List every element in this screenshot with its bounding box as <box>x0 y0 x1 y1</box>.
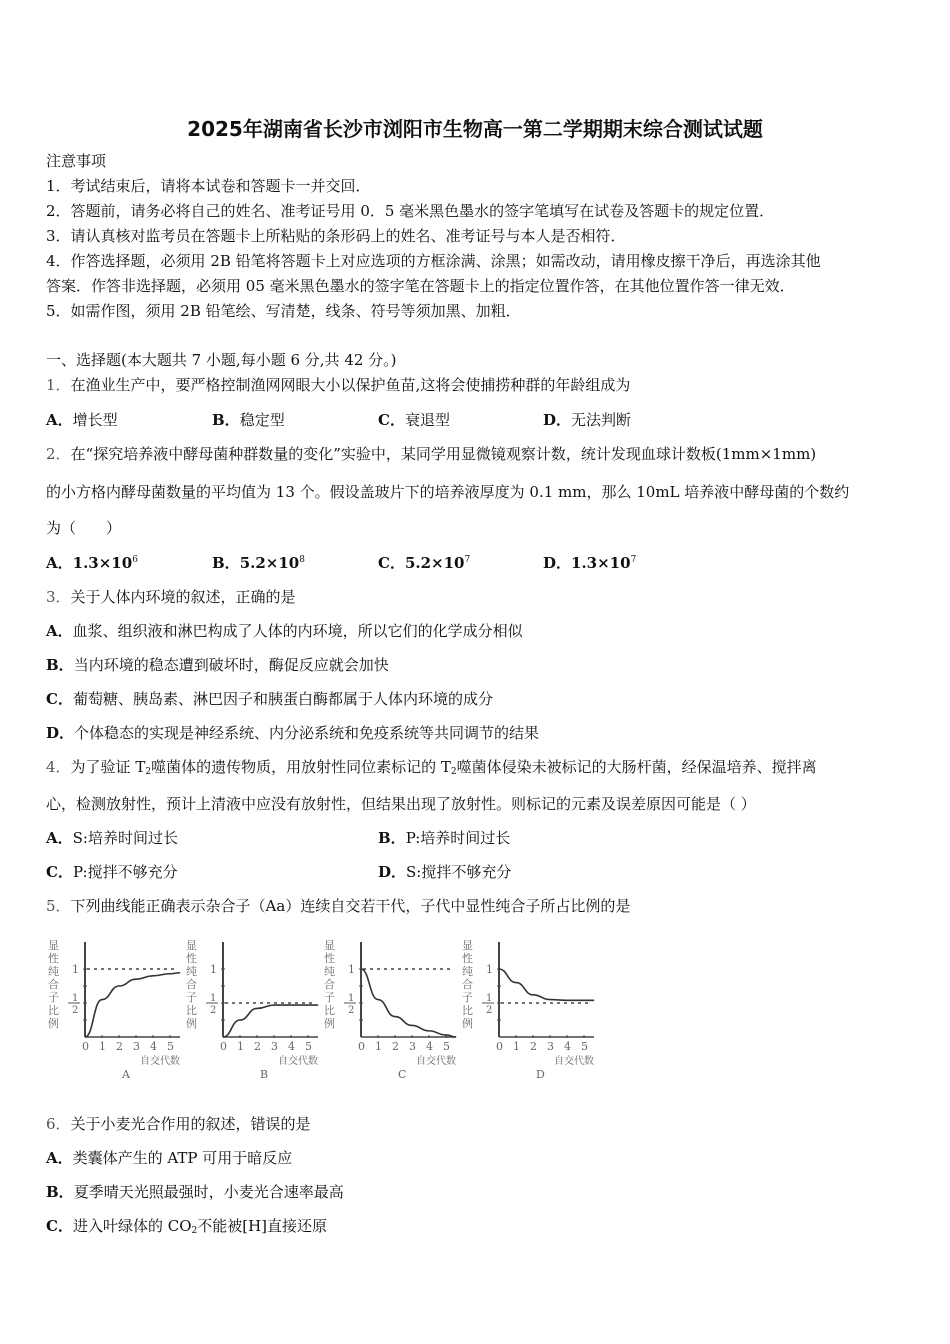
exponent: 6 <box>132 555 138 565</box>
y-axis-label-char: 比 <box>462 1004 473 1017</box>
option-label: B． <box>378 829 406 847</box>
graph-panel-c <box>324 939 456 1080</box>
option-text: S:培养时间过长 <box>72 829 178 847</box>
y-axis-label-char: 例 <box>324 1017 335 1030</box>
option-label: D． <box>543 411 572 429</box>
graph-panel-b <box>186 939 318 1080</box>
option-label: C． <box>46 690 73 708</box>
stem-text: 关于小麦光合作用的叙述，错误的是 <box>70 1115 311 1133</box>
x-tick-label: 2 <box>254 1040 261 1053</box>
question-4-option-b[interactable] <box>378 828 510 848</box>
y-axis-label-char: 合 <box>462 978 473 991</box>
y-axis-label-char: 比 <box>48 1004 59 1017</box>
option-label: C． <box>378 554 405 572</box>
question-3-option-b[interactable] <box>46 655 389 675</box>
option-label: A． <box>46 622 73 640</box>
graph-panel-a <box>48 939 180 1080</box>
question-2-option-a[interactable] <box>46 553 138 573</box>
y-tick-1: 1 <box>348 963 355 976</box>
y-axis-label-char: 性 <box>462 952 473 965</box>
y-axis-label-char: 子 <box>186 991 197 1004</box>
question-1-option-a[interactable] <box>46 410 118 430</box>
x-tick-label: 3 <box>133 1040 140 1053</box>
panel-label: B <box>260 1068 269 1080</box>
question-1-option-d[interactable] <box>543 410 631 430</box>
x-tick-label: 3 <box>547 1040 554 1053</box>
option-label: C． <box>46 863 73 881</box>
option-label: D． <box>543 554 572 572</box>
option-label: D． <box>46 724 75 742</box>
data-curve <box>499 969 594 1000</box>
question-1-stem <box>46 375 630 395</box>
y-axis-label-char: 性 <box>48 952 59 965</box>
option-text: 稳定型 <box>239 411 285 429</box>
y-axis-label-char: 子 <box>462 991 473 1004</box>
x-tick-label: 1 <box>375 1040 382 1053</box>
option-text: 5.2×10 <box>239 554 300 572</box>
question-number: 6． <box>46 1115 71 1133</box>
notice-item: 4．作答选择题，必须用 2B 铅笔将答题卡上对应选项的方框涂满、涂黑；如需改动，请用橡皮擦干净后，再选涂其他 <box>46 252 821 270</box>
x-tick-label: 4 <box>150 1040 157 1053</box>
option-text: 增长型 <box>72 411 118 429</box>
option-text: 1.3×10 <box>571 554 631 572</box>
x-axis-label: 自交代数 <box>140 1056 180 1067</box>
stem-text: 为了验证 T <box>70 758 146 776</box>
option-text: 不能被[H]直接还原 <box>197 1217 328 1235</box>
y-tick-half-den: 2 <box>72 1005 79 1016</box>
option-label: B． <box>212 554 240 572</box>
x-tick-label: 1 <box>99 1040 106 1053</box>
question-2-option-b[interactable] <box>212 553 305 573</box>
question-2-stem-line3: 为（ ） <box>46 519 122 537</box>
y-tick-1: 1 <box>72 963 79 976</box>
data-curve <box>223 1005 318 1037</box>
question-4-stem <box>46 757 817 777</box>
y-tick-half-num: 1 <box>486 993 493 1004</box>
y-axis-label-char: 例 <box>462 1017 473 1030</box>
y-axis-label-char: 比 <box>324 1004 335 1017</box>
option-label: A． <box>46 411 73 429</box>
notice-item: 答案．作答非选择题，必须用 05 毫米黑色墨水的签字笔在答题卡上的指定位置作答，在其他位置作答一律无效． <box>46 277 795 295</box>
question-3-option-c[interactable] <box>46 689 493 709</box>
y-tick-half-den: 2 <box>348 1005 355 1016</box>
y-axis-label-char: 纯 <box>462 965 473 978</box>
notice-item: 3．请认真核对监考员在答题卡上所粘贴的条形码上的姓名、准考证号与本人是否相符． <box>46 227 626 245</box>
notice-heading: 注意事项 <box>46 152 107 170</box>
question-2-option-d[interactable] <box>543 553 636 573</box>
question-4-stem-line2: 心，检测放射性，预计上清液中应没有放射性，但结果出现了放射性。则标记的元素及误差原因可能是（ ） <box>46 795 756 813</box>
option-label: D． <box>378 863 407 881</box>
y-tick-1: 1 <box>486 963 493 976</box>
question-1-option-c[interactable] <box>378 410 450 430</box>
y-axis-label-char: 显 <box>186 939 197 952</box>
x-tick-label: 5 <box>305 1040 312 1053</box>
y-axis-label-char: 纯 <box>186 965 197 978</box>
question-2-option-c[interactable] <box>378 553 470 573</box>
y-axis-label-char: 比 <box>186 1004 197 1017</box>
y-tick-half-num: 1 <box>210 993 217 1004</box>
question-5-figure <box>44 934 624 1080</box>
x-tick-label: 5 <box>167 1040 174 1053</box>
x-axis-label: 自交代数 <box>554 1056 594 1067</box>
question-number: 5． <box>46 897 71 915</box>
question-3-option-a[interactable] <box>46 621 523 641</box>
y-tick-1: 1 <box>210 963 217 976</box>
question-2-stem-line2: 的小方格内酵母菌数量的平均值为 13 个。假设盖玻片下的培养液厚度为 0.1 mm，那么 10mL 培养液中酵母菌的个数约 <box>46 483 850 501</box>
y-tick-half-num: 1 <box>72 993 79 1004</box>
stem-text: 下列曲线能正确表示杂合子（Aa）连续自交若干代，子代中显性纯合子所占比例的是 <box>70 897 631 915</box>
exponent: 7 <box>630 555 637 565</box>
y-axis-label-char: 纯 <box>324 965 335 978</box>
option-text: 进入叶绿体的 CO <box>72 1217 192 1235</box>
question-4-option-a[interactable] <box>46 828 178 848</box>
panel-label: D <box>536 1068 545 1080</box>
question-6-option-b[interactable] <box>46 1182 344 1202</box>
panel-label: C <box>398 1068 407 1080</box>
x-tick-label: 5 <box>443 1040 450 1053</box>
x-tick-label: 4 <box>288 1040 295 1053</box>
option-text: 5.2×10 <box>404 554 465 572</box>
x-tick-label: 0 <box>496 1040 503 1053</box>
y-tick-half-den: 2 <box>486 1005 493 1016</box>
subscript: 2 <box>450 767 457 777</box>
stem-text: 噬菌体侵染未被标记的大肠杆菌，经保温培养、搅拌离 <box>456 758 817 776</box>
y-axis-label-char: 合 <box>324 978 335 991</box>
option-label: C． <box>378 411 405 429</box>
option-label: B． <box>46 656 74 674</box>
x-tick-label: 2 <box>530 1040 537 1053</box>
question-6-option-c[interactable] <box>46 1216 327 1236</box>
y-axis-label-char: 显 <box>324 939 335 952</box>
option-text: 夏季晴天光照最强时，小麦光合速率最高 <box>73 1183 344 1201</box>
graph-panel-d <box>462 939 594 1080</box>
subscript: 2 <box>145 767 152 777</box>
data-curve <box>85 973 180 1037</box>
subscript: 2 <box>191 1226 198 1236</box>
y-axis-label-char: 纯 <box>48 965 59 978</box>
option-label: A． <box>46 829 73 847</box>
x-tick-label: 3 <box>409 1040 416 1053</box>
y-axis-label-char: 子 <box>48 991 59 1004</box>
y-axis-label-char: 性 <box>324 952 335 965</box>
option-text: 衰退型 <box>404 411 450 429</box>
option-text: P:搅拌不够充分 <box>72 863 178 881</box>
exponent: 8 <box>299 555 305 565</box>
x-tick-label: 2 <box>392 1040 399 1053</box>
question-2-stem <box>46 444 816 464</box>
y-axis-label-char: 显 <box>462 939 473 952</box>
option-text: 个体稳态的实现是神经系统、内分泌系统和免疫系统等共同调节的结果 <box>74 724 540 742</box>
x-axis-label: 自交代数 <box>278 1056 318 1067</box>
y-axis-label-char: 显 <box>48 939 59 952</box>
option-label: C． <box>46 1217 73 1235</box>
option-text: 葡萄糖、胰岛素、淋巴因子和胰蛋白酶都属于人体内环境的成分 <box>72 690 493 708</box>
stem-text: 噬菌体的遗传物质，用放射性同位素标记的 T <box>151 758 451 776</box>
stem-text: 关于人体内环境的叙述，正确的是 <box>70 588 296 606</box>
option-text: P:培养时间过长 <box>405 829 511 847</box>
y-tick-half-den: 2 <box>210 1005 217 1016</box>
question-6-stem <box>46 1114 311 1134</box>
question-6-option-a[interactable] <box>46 1148 292 1168</box>
section-heading: 一、选择题(本大题共 7 小题,每小题 6 分,共 42 分。) <box>46 351 397 369</box>
option-text: 1.3×10 <box>72 554 133 572</box>
option-text: 血浆、组织液和淋巴构成了人体的内环境，所以它们的化学成分相似 <box>72 622 523 640</box>
x-tick-label: 1 <box>513 1040 520 1053</box>
stem-text: 在“探究培养液中酵母菌种群数量的变化”实验中，某同学用显微镜观察计数，统计发现血球计数板(1mm×1mm) <box>70 445 817 463</box>
data-curve <box>361 969 456 1037</box>
x-tick-label: 4 <box>564 1040 571 1053</box>
notice-item: 2．答题前，请务必将自己的姓名、准考证号用 0．5 毫米黑色墨水的签字笔填写在试卷及答题卡的规定位置． <box>46 202 775 220</box>
x-tick-label: 1 <box>237 1040 244 1053</box>
notice-item: 1．考试结束后，请将本试卷和答题卡一并交回． <box>46 177 371 195</box>
question-3-stem <box>46 587 296 607</box>
question-5-stem <box>46 896 630 916</box>
x-tick-label: 0 <box>82 1040 89 1053</box>
y-axis-label-char: 性 <box>186 952 197 965</box>
question-number: 4． <box>46 758 71 776</box>
y-axis-label-char: 合 <box>186 978 197 991</box>
option-text: S:搅拌不够充分 <box>406 863 512 881</box>
exponent: 7 <box>464 555 471 565</box>
x-tick-label: 0 <box>220 1040 227 1053</box>
x-tick-label: 2 <box>116 1040 123 1053</box>
question-number: 1． <box>46 376 71 394</box>
question-number: 3． <box>46 588 71 606</box>
x-tick-label: 4 <box>426 1040 433 1053</box>
y-axis-label-char: 合 <box>48 978 59 991</box>
question-1-option-b[interactable] <box>212 410 285 430</box>
notice-item: 5．如需作图，须用 2B 铅笔绘、写清楚，线条、符号等须加黑、加粗． <box>46 302 521 320</box>
option-text: 当内环境的稳态遭到破坏时，酶促反应就会加快 <box>73 656 389 674</box>
x-tick-label: 3 <box>271 1040 278 1053</box>
y-tick-half-num: 1 <box>348 993 355 1004</box>
question-4-option-d[interactable] <box>378 862 511 882</box>
page-title: 2025年湖南省长沙市浏阳市生物高一第二学期期末综合测试试题 <box>187 117 763 141</box>
question-number: 2． <box>46 445 71 463</box>
option-label: B． <box>46 1183 74 1201</box>
option-text: 无法判断 <box>571 411 632 429</box>
option-label: B． <box>212 411 240 429</box>
question-4-option-c[interactable] <box>46 862 178 882</box>
panel-label: A <box>122 1068 130 1080</box>
option-text: 类囊体产生的 ATP 可用于暗反应 <box>72 1149 293 1167</box>
stem-text: 在渔业生产中，要严格控制渔网网眼大小以保护鱼苗,这将会使捕捞种群的年龄组成为 <box>70 376 631 394</box>
x-tick-label: 5 <box>581 1040 588 1053</box>
question-3-option-d[interactable] <box>46 723 539 743</box>
graphs-svg <box>44 934 624 1080</box>
x-axis-label: 自交代数 <box>416 1056 456 1067</box>
y-axis-label-char: 例 <box>48 1017 59 1030</box>
option-label: A． <box>46 1149 73 1167</box>
y-axis-label-char: 例 <box>186 1017 197 1030</box>
x-tick-label: 0 <box>358 1040 365 1053</box>
y-axis-label-char: 子 <box>324 991 335 1004</box>
option-label: A． <box>46 554 73 572</box>
